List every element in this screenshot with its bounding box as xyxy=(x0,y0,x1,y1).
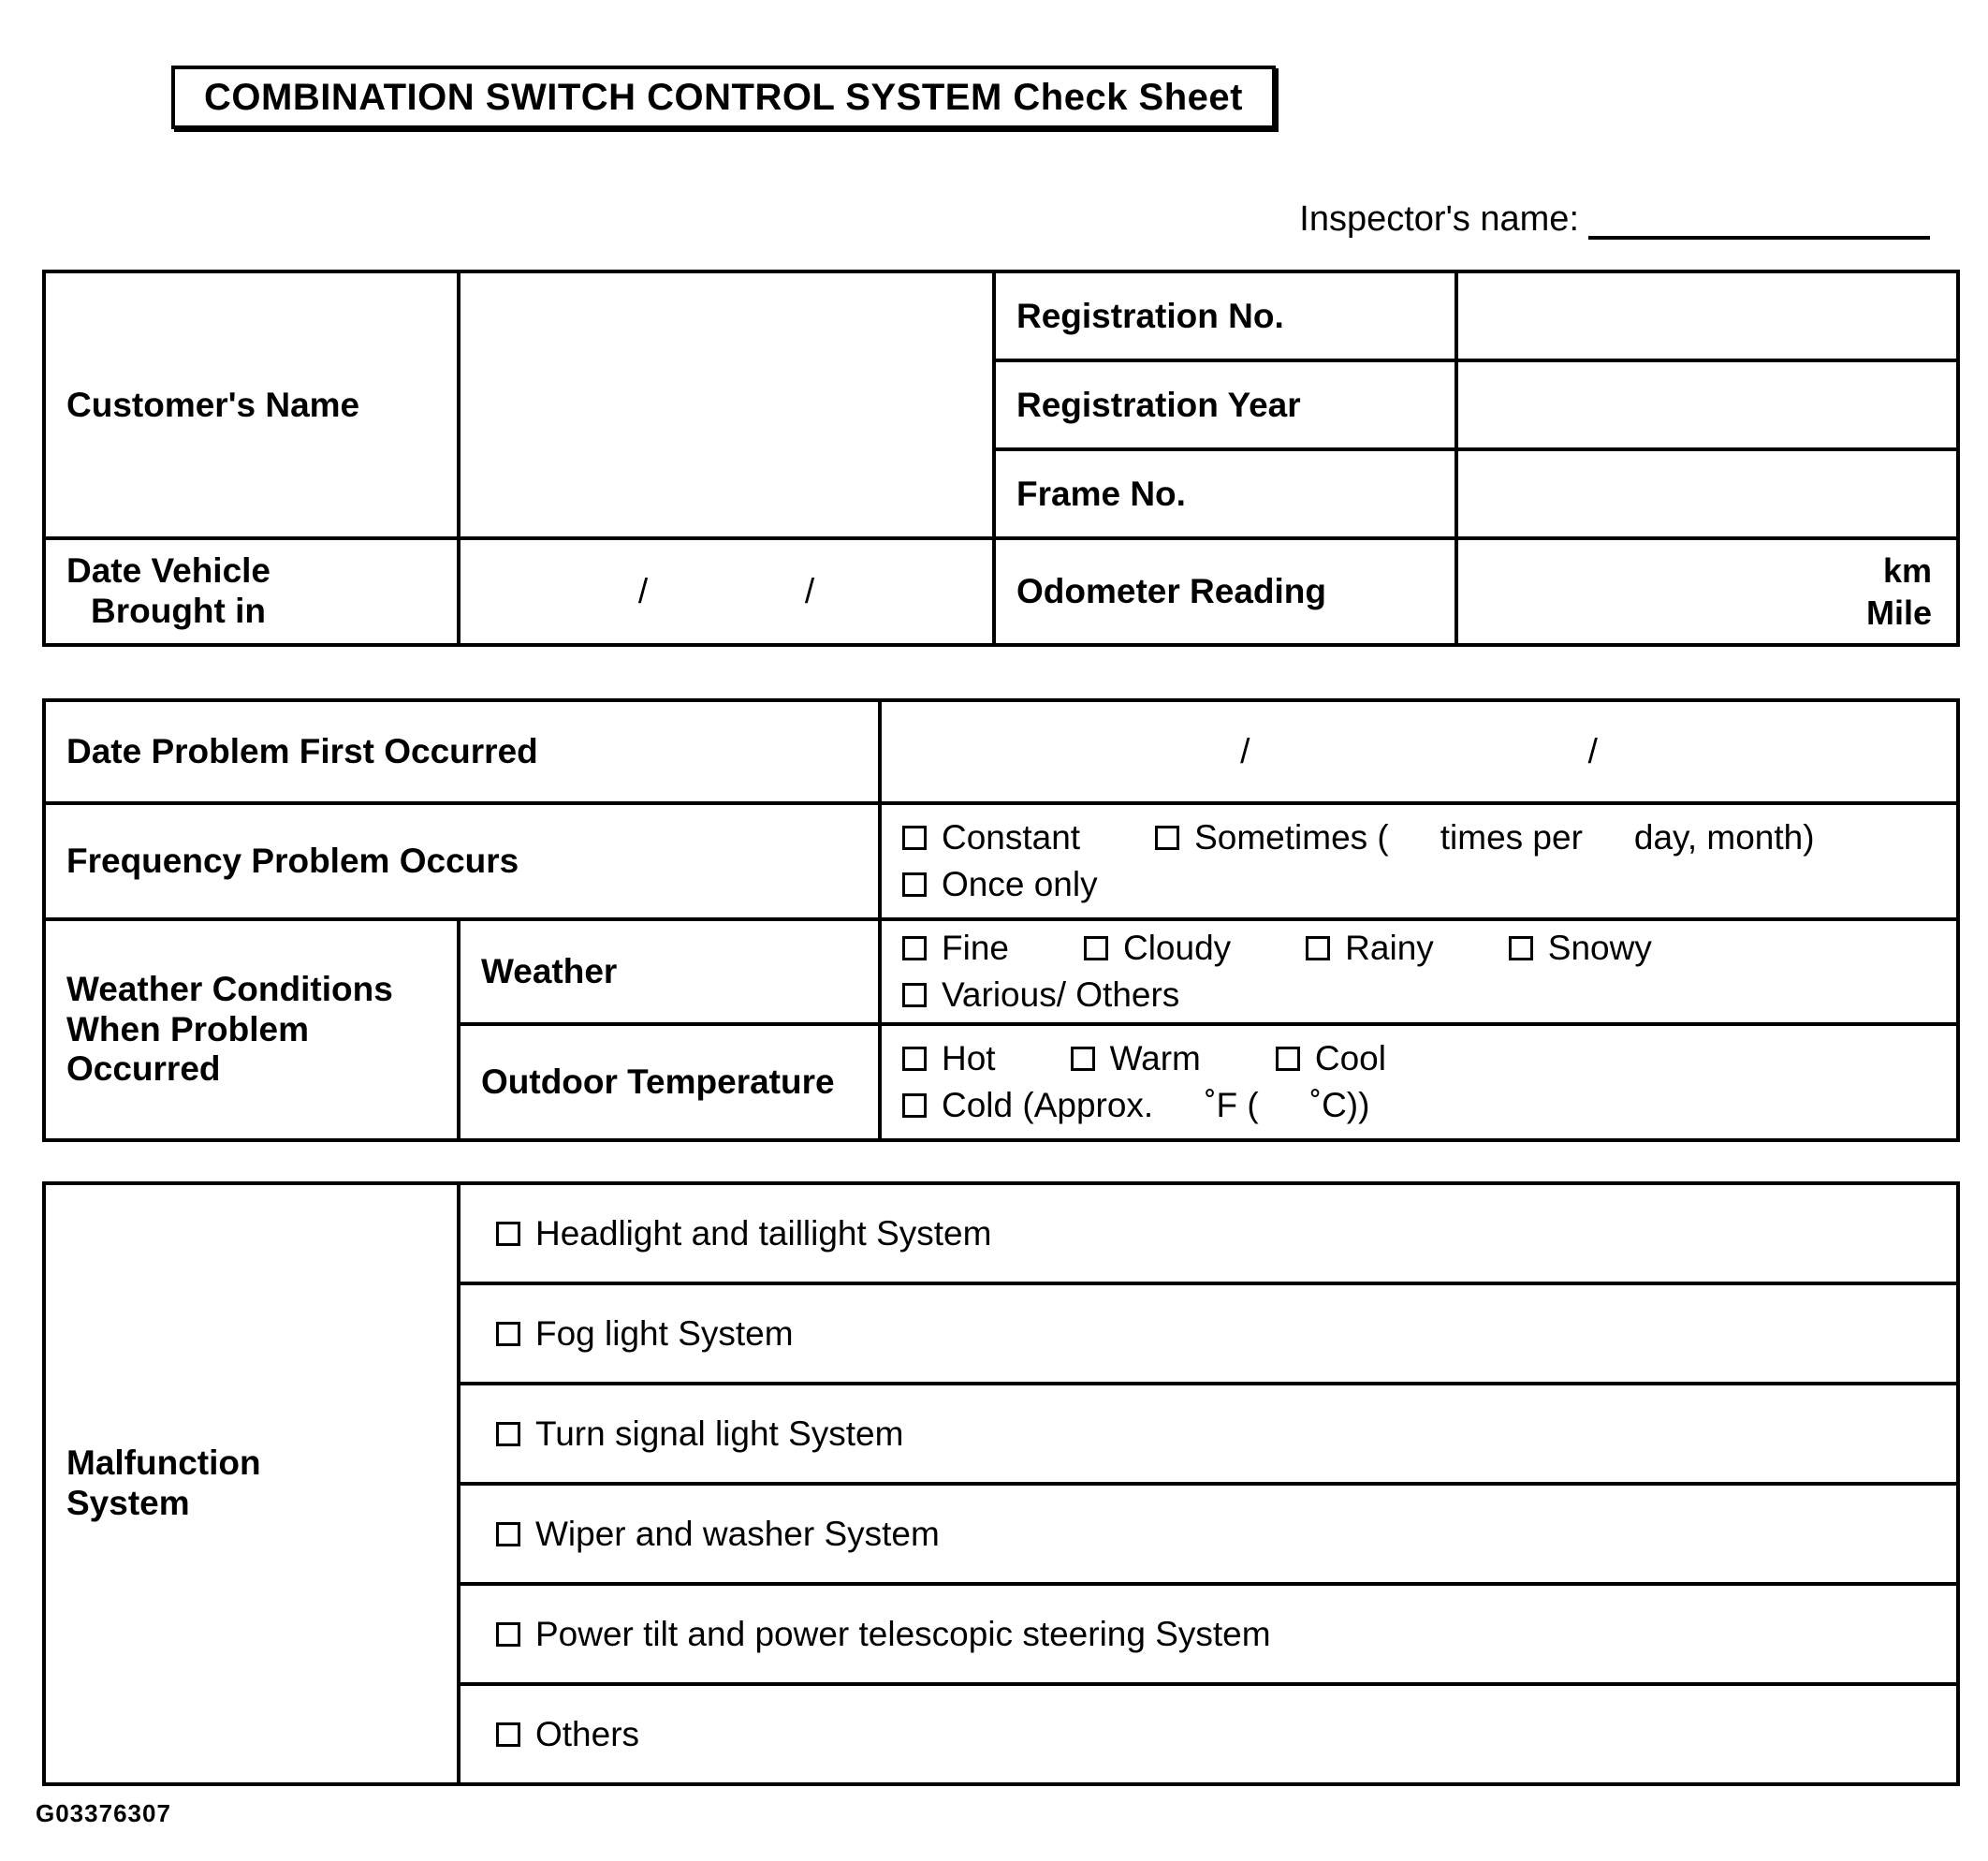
outdoor-temperature-label: Outdoor Temperature xyxy=(459,1024,880,1140)
weather-options-line1 xyxy=(902,929,1652,968)
frame-no-label: Frame No. xyxy=(994,449,1456,538)
customer-name-input[interactable] xyxy=(459,271,994,538)
figure-code: G03376307 xyxy=(36,1799,171,1827)
fine-label: Fine xyxy=(942,929,1009,967)
date-slash: / xyxy=(1240,732,1250,770)
malfunction-item-label: Fog light System xyxy=(535,1313,794,1353)
frequency-options-line2 xyxy=(902,865,1098,904)
inspector-name-fill-line[interactable] xyxy=(1588,198,1930,240)
checkbox-rainy[interactable] xyxy=(1306,936,1330,960)
checkbox-once-only[interactable] xyxy=(902,872,927,897)
malfunction-system-table xyxy=(42,1181,1960,1786)
page-title: COMBINATION SWITCH CONTROL SYSTEM Check Sheet xyxy=(204,76,1243,118)
malfunction-item-turn-signal xyxy=(459,1384,1958,1484)
day-month-label: day, month) xyxy=(1633,818,1815,857)
odometer-reading-label: Odometer Reading xyxy=(994,538,1456,645)
customer-name-label: Customer's Name xyxy=(44,271,459,538)
unit-mile-label: Mile xyxy=(1865,593,1932,632)
celsius-label: ˚C)) xyxy=(1309,1086,1370,1124)
frequency-problem-occurs-label: Frequency Problem Occurs xyxy=(44,803,880,919)
checkbox-fog-light-system[interactable] xyxy=(496,1322,520,1346)
checkbox-sometimes[interactable] xyxy=(1155,826,1179,850)
frequency-options-line1 xyxy=(902,818,1815,857)
inspector-name-label: Inspector's name: xyxy=(1299,199,1579,239)
cold-label: Cold (Approx. xyxy=(942,1086,1154,1124)
times-per-label: times per xyxy=(1440,818,1583,857)
inspector-name-row xyxy=(1299,198,1930,240)
temperature-options-line2 xyxy=(902,1086,1369,1125)
checkbox-constant[interactable] xyxy=(902,826,927,850)
snowy-label: Snowy xyxy=(1547,929,1652,967)
sometimes-label: Sometimes ( xyxy=(1194,818,1389,857)
once-only-label: Once only xyxy=(942,865,1098,903)
vehicle-info-table xyxy=(42,270,1960,647)
date-slash: / xyxy=(804,572,815,610)
unit-km-label: km xyxy=(1882,551,1932,590)
checkbox-power-tilt-telescopic-steering-system[interactable] xyxy=(496,1622,520,1647)
checkbox-wiper-washer-system[interactable] xyxy=(496,1522,520,1546)
malfunction-item-headlight-taillight xyxy=(459,1183,1958,1283)
registration-no-input[interactable] xyxy=(1456,271,1958,360)
malfunction-item-fog-light xyxy=(459,1283,1958,1384)
malfunction-item-label: Turn signal light System xyxy=(535,1414,904,1453)
temperature-options-line1 xyxy=(902,1039,1386,1078)
checkbox-cloudy[interactable] xyxy=(1084,936,1108,960)
checkbox-cool[interactable] xyxy=(1276,1047,1300,1071)
date-problem-first-occurred-input[interactable] xyxy=(880,700,1958,803)
rainy-label: Rainy xyxy=(1345,929,1434,967)
malfunction-system-label: Malfunction System xyxy=(44,1183,459,1784)
date-vehicle-brought-in-input[interactable] xyxy=(459,538,994,645)
frame-no-input[interactable] xyxy=(1456,449,1958,538)
checkbox-others[interactable] xyxy=(496,1722,520,1747)
checkbox-snowy[interactable] xyxy=(1509,936,1533,960)
malfunction-item-others xyxy=(459,1684,1958,1784)
malfunction-item-wiper-washer xyxy=(459,1484,1958,1584)
malfunction-item-label: Headlight and taillight System xyxy=(535,1213,992,1253)
fahrenheit-label: ˚F ( xyxy=(1205,1086,1259,1124)
hot-label: Hot xyxy=(942,1039,996,1077)
weather-options-line2 xyxy=(902,975,1179,1015)
cool-label: Cool xyxy=(1314,1039,1386,1077)
page-title-box xyxy=(171,66,1276,129)
checkbox-cold[interactable] xyxy=(902,1093,927,1118)
problem-info-table xyxy=(42,698,1960,1142)
weather-options xyxy=(880,919,1958,1024)
malfunction-item-label: Wiper and washer System xyxy=(535,1514,940,1553)
checkbox-warm[interactable] xyxy=(1071,1047,1095,1071)
registration-no-label: Registration No. xyxy=(994,271,1456,360)
checkbox-hot[interactable] xyxy=(902,1047,927,1071)
constant-label: Constant xyxy=(942,818,1081,857)
registration-year-input[interactable] xyxy=(1456,360,1958,449)
malfunction-item-label: Others xyxy=(535,1714,640,1753)
checkbox-various-others[interactable] xyxy=(902,983,927,1007)
malfunction-item-power-tilt-telescopic xyxy=(459,1584,1958,1684)
checkbox-headlight-taillight-system[interactable] xyxy=(496,1222,520,1246)
date-slash: / xyxy=(637,572,649,610)
checkbox-turn-signal-light-system[interactable] xyxy=(496,1422,520,1446)
date-problem-first-occurred-label: Date Problem First Occurred xyxy=(44,700,880,803)
cloudy-label: Cloudy xyxy=(1122,929,1232,967)
frequency-options xyxy=(880,803,1958,919)
malfunction-item-label: Power tilt and power telescopic steering System xyxy=(535,1614,1271,1653)
warm-label: Warm xyxy=(1109,1039,1201,1077)
date-vehicle-brought-in-label: Date Vehicle Brought in xyxy=(44,538,459,645)
date-slash: / xyxy=(1587,732,1598,770)
weather-label: Weather xyxy=(459,919,880,1024)
registration-year-label: Registration Year xyxy=(994,360,1456,449)
weather-conditions-label: Weather Conditions When Problem Occurred xyxy=(44,919,459,1140)
odometer-reading-input[interactable] xyxy=(1456,538,1958,645)
various-others-label: Various/ Others xyxy=(942,975,1180,1014)
checkbox-fine[interactable] xyxy=(902,936,927,960)
temperature-options xyxy=(880,1024,1958,1140)
